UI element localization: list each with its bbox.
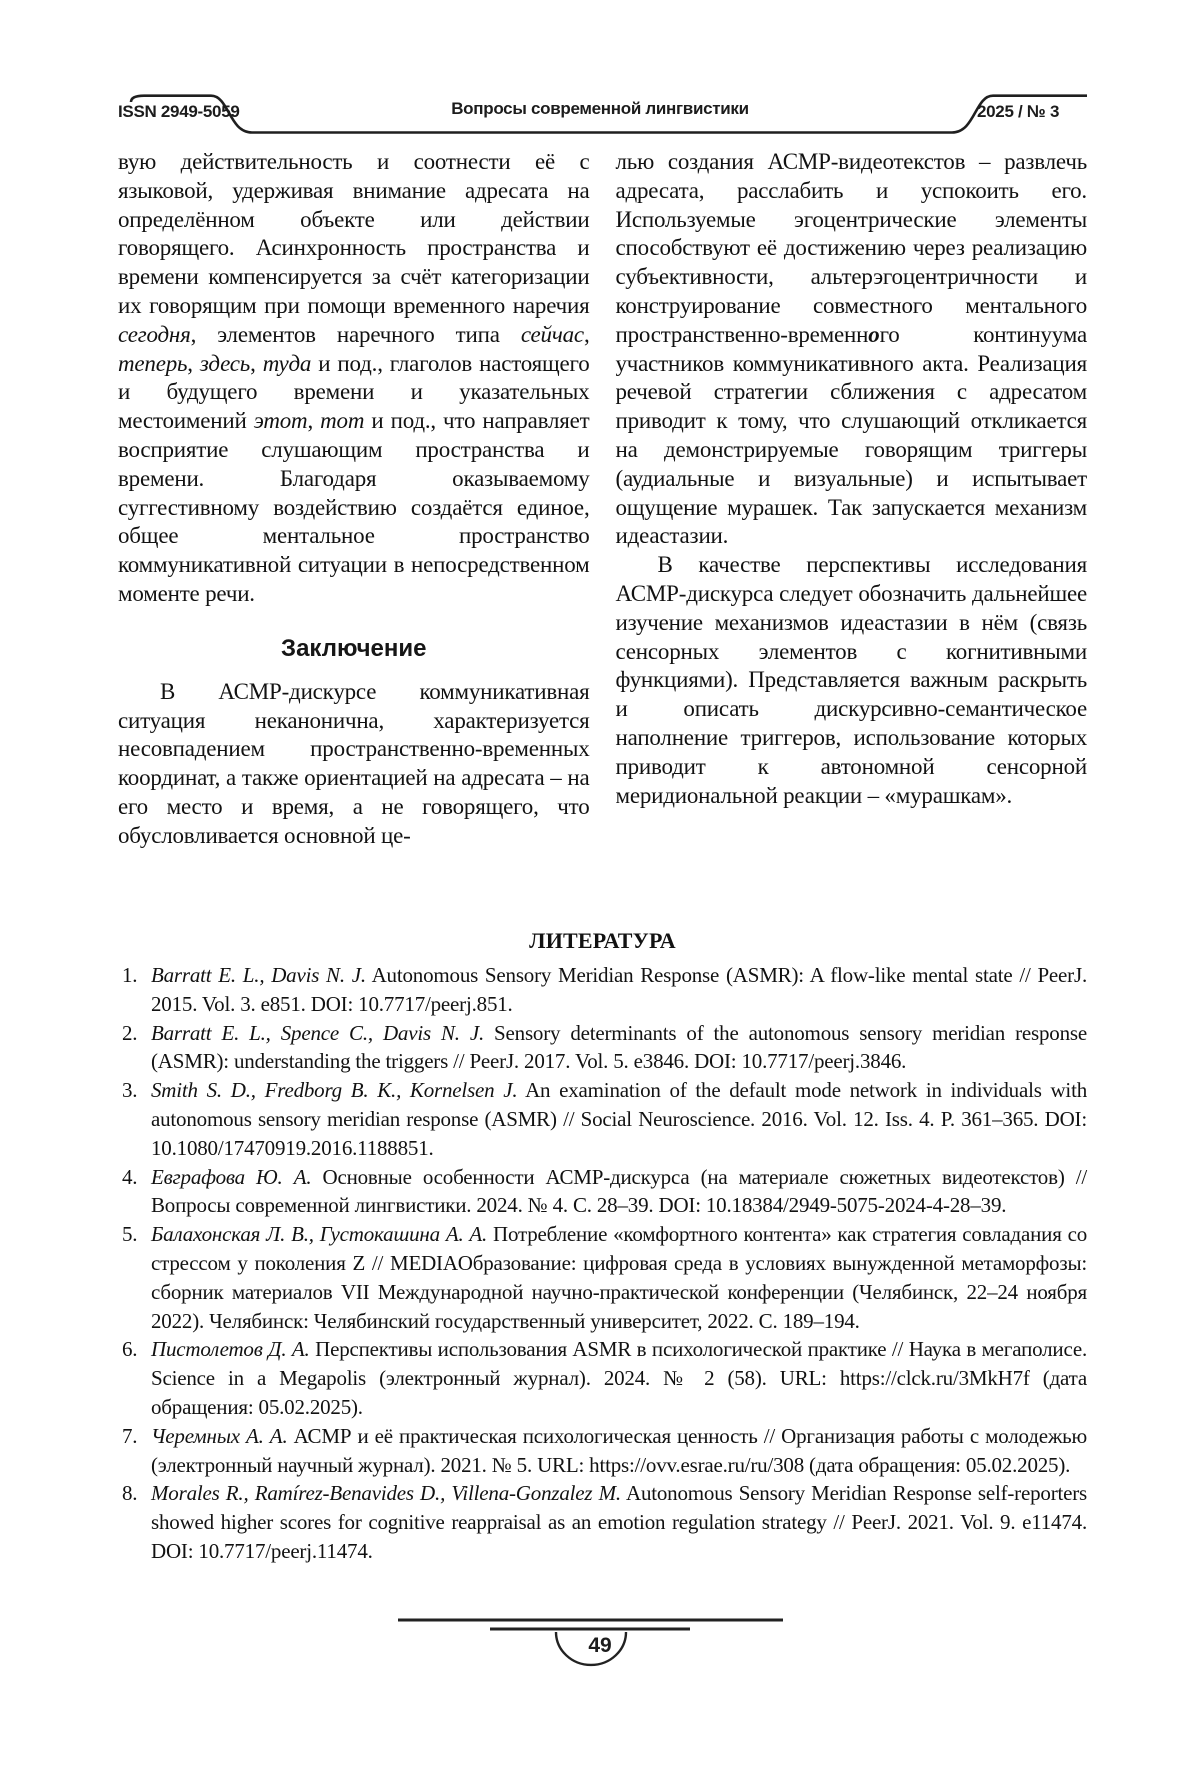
right-column xyxy=(616,148,1088,906)
issue-label: 2025 / № 3 xyxy=(977,102,1060,121)
text-segment: го континуума участников коммуникативного акта. Реализация речевой стратегии сближения с адресатом приводит к тому, что слушающий откликается на демонстрируемые говорящим триггеры (аудиальные и визуальные) и испытывает ощущение мурашек. Так запускается механизм идеастазии. xyxy=(615,321,1087,549)
references-heading: ЛИТЕРАТУРА xyxy=(529,928,676,953)
reference-number: 7. xyxy=(122,1423,138,1448)
reference-number: 1. xyxy=(122,963,138,987)
reference-text: Autonomous Sensory Meridian Response self-reporters showed higher scores for cognitive reappraisal as an emotion regulation strategy // PeerJ. 2021. Vol. 9. e11474. DOI: 10.7717/peerj.11474. xyxy=(151,1481,1088,1563)
text-segment: теперь xyxy=(118,350,188,376)
reference-text: An examination of the default mode network in individuals with autonomous sensory meridian response (ASMR) // Social Neuroscience. 2016. Vol. 12. Iss. 4. P. 361–365. DOI: 10.1080/17470919.2016.1188851. xyxy=(151,1078,1088,1160)
reference-number: 6. xyxy=(122,1337,138,1362)
reference-item xyxy=(118,1422,1087,1480)
text-segment: , xyxy=(250,350,263,376)
reference-number: 4. xyxy=(122,1164,138,1189)
text-segment: , xyxy=(307,408,321,434)
conclusion-heading: Заключение xyxy=(281,634,427,662)
text-segment: и под., глаголов настоящего и будущего времени и указательных местоимений xyxy=(118,350,590,434)
reference-text: АСМР и её практическая психологическая ценность // Организация работы с молодежью (электронный научный журнал). 2021. № 5. URL: https://ovv.esrae.ru/ru/308 (дата обращения: 05.02.2025). xyxy=(151,1423,1087,1477)
reference-text: Autonomous Sensory Meridian Response (ASMR): A flow-like mental state // PeerJ. 2015. Vol. 3. e851. DOI: 10.7717/peerj.851. xyxy=(151,963,1087,1016)
reference-authors: Morales R., Ramírez-Benavides D., Villena-Gonzalez M. xyxy=(151,1481,621,1506)
text-segment: , xyxy=(583,321,590,347)
reference-item xyxy=(118,961,1087,1019)
reference-authors: Smith S. D., Fredborg B. K., Kornelsen J. xyxy=(151,1078,518,1103)
reference-authors: Балахонская Л. В., Густокашина А. А. xyxy=(151,1222,488,1247)
text-segment: здесь xyxy=(199,350,251,376)
issn-label: ISSN 2949-5059 xyxy=(118,102,240,121)
reference-item xyxy=(118,1163,1087,1221)
text-segment: о xyxy=(868,321,880,347)
reference-number: 8. xyxy=(122,1481,138,1506)
journal-title: Вопросы современной лингвистики xyxy=(451,99,749,118)
reference-text: Потребление «комфортного контента» как стратегия совладания со стрессом у поколения Z // MEDIAОбразование: цифровая среда в условиях вынужденной метаморфозы: сборник материалов VII Международной научно-практической конференции (Челябинск, 22–24 ноября 2022). Челябинск: Челябинский государственный университет, 2022. С. 189–194. xyxy=(151,1222,1088,1333)
reference-item xyxy=(118,1479,1087,1565)
text-segment: лью создания АСМР-видеотекстов – развлечь адресата, расслабить и успокоить его. Используемые эгоцентрические элементы способствуют её достижению через реализацию субъективности, альтерэгоцентричности и конструирование совместного ментального пространственно-временн xyxy=(615,149,1087,347)
reference-text: Sensory determinants of the autonomous sensory meridian response (ASMR): understanding the triggers // PeerJ. 2017. Vol. 5. e3846. DOI: 10.7717/peerj.3846. xyxy=(151,1020,1087,1074)
paragraph-continuation-left xyxy=(118,148,590,609)
reference-authors: Barratt E. L., Davis N. J. xyxy=(151,963,366,987)
reference-number: 3. xyxy=(122,1078,138,1103)
text-segment: сегодня xyxy=(118,321,191,347)
reference-item xyxy=(118,1076,1087,1162)
paragraph-continuation-right xyxy=(616,148,1088,551)
reference-text: Перспективы использования ASMR в психологической практике // Наука в мегаполисе. Science in a Megapolis (электронный журнал). 2024. № 2 (58). URL: https://clck.ru/3MkH7f (дата обращения: 05.02.2025). xyxy=(151,1337,1087,1419)
text-segment: сейчас xyxy=(520,321,584,347)
reference-item xyxy=(118,1220,1087,1335)
text-segment: и под., что направляет восприятие слушающим пространства и времени. Благодаря оказываемому суггестивному воздействию создаётся единое, общее ментальное пространство коммуникативной ситуации в непосредственном моменте речи. xyxy=(118,408,590,606)
references-section xyxy=(0,928,1200,1566)
text-segment: , xyxy=(187,350,200,376)
reference-text: Основные особенности АСМР-дискурса (на материале сюжетных видеотекстов) // Вопросы современной лингвистики. 2024. № 4. С. 28–39. DOI: 10.18384/2949-5075-2024-4-28–39. xyxy=(151,1164,1088,1218)
text-segment: тот xyxy=(320,408,365,434)
page-number: 49 xyxy=(588,1634,612,1657)
reference-authors: Пистолетов Д. А. xyxy=(151,1337,310,1362)
text-segment: , элементов наречного типа xyxy=(190,321,521,347)
text-segment: туда xyxy=(262,350,312,376)
reference-authors: Черемных А. А. xyxy=(151,1423,288,1448)
perspective-paragraph: В качестве перспективы исследования АСМР-дискурса следует обозначить дальнейшее изучение механизмов идеастазии в нём (связь сенсорных элементов с когнитивными функциями). Представляется важным раскрыть и описать дискурсивно-семантическое наполнение триггеров, использование которых приводит к автономной сенсорной меридиональной реакции – «мурашкам». xyxy=(615,552,1087,808)
page-footer xyxy=(0,1612,1200,1692)
text-segment: вую действительность и соотнести её с языковой, удерживая внимание адресата на определённом объекте или действии говорящего. Асинхронность пространства и времени компенсируется за счёт категоризации их говорящим при помощи временного наречия xyxy=(118,149,590,318)
reference-number: 2. xyxy=(122,1020,138,1045)
references-list xyxy=(118,961,1087,1566)
reference-authors: Евграфова Ю. А. xyxy=(151,1164,312,1189)
reference-number: 5. xyxy=(122,1222,138,1247)
text-segment: этот xyxy=(253,408,308,434)
left-column xyxy=(118,148,590,906)
conclusion-paragraph: В АСМР-дискурсе коммуникативная ситуация неканонична, характеризуется несовпадением пространственно-временных координат, а также ориентацией на адресата – на его место и время, а не говорящего, что обусловливается основной це- xyxy=(118,678,590,848)
page-header xyxy=(0,0,1200,140)
reference-item xyxy=(118,1019,1087,1077)
reference-item xyxy=(118,1335,1087,1421)
reference-authors: Barratt E. L., Spence C., Davis N. J. xyxy=(151,1020,485,1045)
